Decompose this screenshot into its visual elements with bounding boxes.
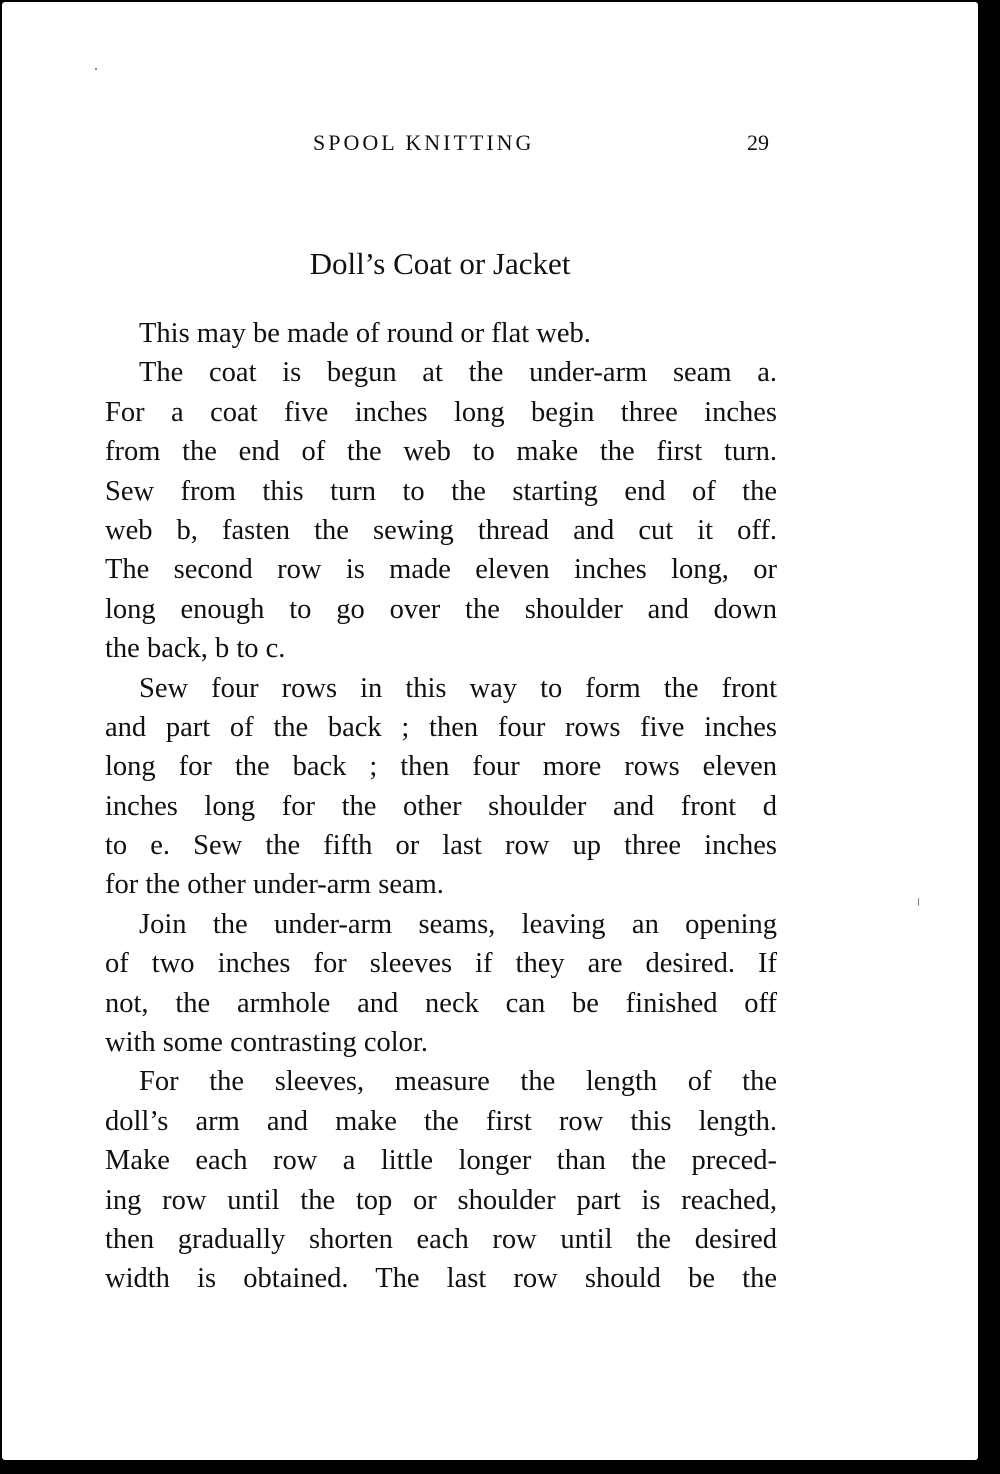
text-line: with some contrasting color. [105, 1027, 428, 1059]
text-line: This may be made of round or flat web. [139, 318, 591, 349]
text-line: For a coat five inches long begin three inches [105, 396, 777, 428]
text-line: The second row is made eleven inches long, or [105, 554, 777, 586]
text-line: of two inches for sleeves if they are desired. If [105, 948, 777, 980]
text-line: width is obtained. The last row should be the [105, 1263, 777, 1295]
text-line: The coat is begun at the under-arm seam a. [139, 357, 777, 389]
scan-speck [95, 68, 97, 70]
running-head [2, 130, 978, 160]
chapter-title: Doll’s Coat or Jacket [309, 246, 571, 281]
text-line: then gradually shorten each row until the desired [105, 1223, 777, 1255]
text-line: the back, b to c. [105, 633, 286, 665]
body-text [105, 314, 777, 1299]
text-line: from the end of the web to make the first turn. [105, 436, 777, 468]
text-line: ing row until the top or shoulder part is reached, [105, 1184, 777, 1216]
text-line: to e. Sew the fifth or last row up three inches [105, 830, 777, 862]
text-line: Make each row a little longer than the preced- [105, 1145, 777, 1177]
text-line: inches long for the other shoulder and front d [105, 790, 777, 822]
text-line: Sew from this turn to the starting end of the [105, 475, 777, 507]
text-line: For the sleeves, measure the length of the [139, 1066, 777, 1098]
scan-mark [918, 898, 922, 906]
text-line: not, the armhole and neck can be finished off [105, 987, 777, 1019]
text-line: Join the under-arm seams, leaving an opening [139, 908, 777, 940]
book-page [2, 2, 978, 1460]
text-line: web b, fasten the sewing thread and cut it off. [105, 514, 777, 546]
page-number: 29 [747, 130, 769, 155]
text-line: doll’s arm and make the first row this length. [105, 1105, 777, 1137]
text-line: long for the back ; then four more rows eleven [105, 751, 777, 783]
running-head-title: SPOOL KNITTING [313, 130, 535, 155]
text-line: and part of the back ; then four rows five inches [105, 711, 777, 743]
text-line: for the other under-arm seam. [105, 869, 444, 901]
text-line: long enough to go over the shoulder and down [105, 593, 777, 625]
text-line: Sew four rows in this way to form the front [139, 672, 777, 704]
